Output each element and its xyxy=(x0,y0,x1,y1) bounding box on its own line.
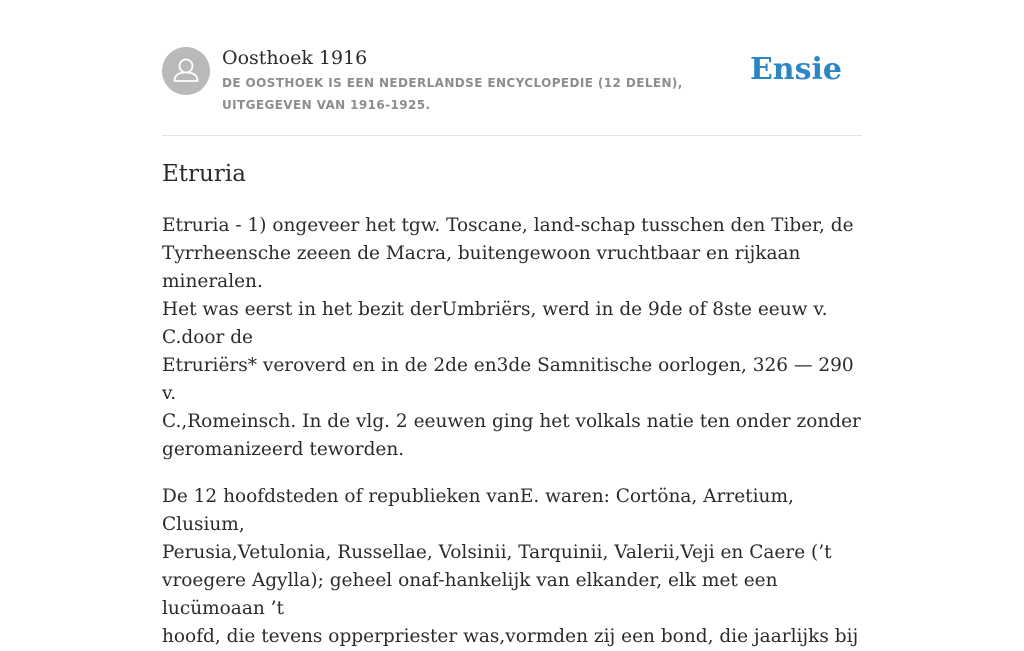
user-icon-graphic xyxy=(162,47,210,95)
article-paragraph: De 12 hoofdsteden of republieken vanE. waren: Cortöna, Arretium, Clusium, Perusia,Vetulonia, Russellae, Volsinii, Tarquinii, Valerii,Veji en Caere (’t vroegere Agylla); geheel onaf-hankelijk van elkander, elk met een lucümoaan ’t hoofd, die tevens opperpriester was,vormden zij een bond, die jaarlijks bij xyxy=(162,486,859,647)
article-paragraph: Etruria - 1) ongeveer het tgw. Toscane, land-schap tusschen den Tiber, de Tyrrheensche zeeen de Macra, buitengewoon vruchtbaar en rijkaan mineralen. Het was eerst in het bezit derUmbriërs, werd in de 9de of 8ste eeuw v. C.door de Etruriërs* veroverd en in de 2de en3de Samnitische oorlogen, 326 — 290 v. C.,Romeinsch. In de vlg. 2 eeuwen ging het volkals natie ten onder zonder geromanizeerd teworden. xyxy=(162,215,861,460)
user-icon[interactable] xyxy=(162,47,210,95)
header-divider xyxy=(162,135,862,136)
source-description: DE OOSTHOEK IS EEN NEDERLANDSE ENCYCLOPEDIE (12 DELEN), UITGEGEVEN VAN 1916-1925. xyxy=(222,76,683,112)
brand-logo[interactable]: Ensie xyxy=(749,52,842,87)
article-title: Etruria xyxy=(162,161,246,187)
source-header xyxy=(162,44,862,114)
article-body xyxy=(162,212,862,651)
source-title[interactable]: Oosthoek 1916 xyxy=(222,47,368,69)
